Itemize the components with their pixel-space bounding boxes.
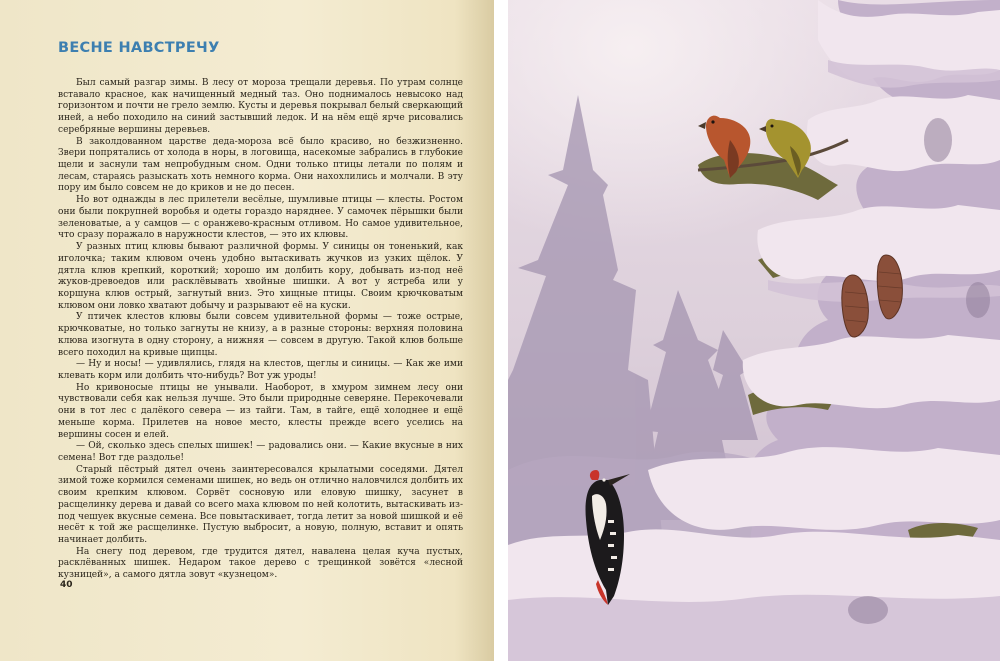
page-heading: ВЕСНЕ НАВСТРЕЧУ bbox=[58, 40, 220, 56]
paragraph-7: Но кривоносые птицы не унывали. Наоборот, в хмуром зимнем лесу они чувствовали себя как нельзя лучше. Это были природные северяне. Перекочевали они в тот лес с далёкого севера — из тайги. Там, в тайге, ещё холоднее и ещё меньше корма. Прилетев на новое место, клесты прежде всего уселись на вершины сосен и елей. bbox=[58, 382, 463, 440]
winter-forest-illustration bbox=[508, 0, 1000, 661]
paragraph-4: У разных птиц клювы бывают различной формы. У синицы он тоненький, как иголочка; таким клювом очень удобно вытаскивать жучков из узких щёлок. У дятла клюв крепкий, короткий; хорошо им долбить кору, добывать из-под неё жуков-древоедов или расклёвывать хвойные шишки. А вот у ястреба или у коршуна клюв острый, загнутый вниз. Это хищные птицы. Своим крючковатым клювом они ловко хватают добычу и разрывают её на куски. bbox=[58, 242, 463, 311]
paragraph-2: В заколдованном царстве деда-мороза всё было красиво, но безжизненно. Звери попрятались от холода в норы, в логовища, насекомые забрались в глубокие щели и заснули там непробудным сном. Одни только птицы летали по полям и лесам, стараясь разыскать хоть немного корма. Они нахохлились и молчали. В эту пору им было совсем не до криков и не до песен. bbox=[58, 136, 463, 194]
paragraph-5: У птичек клестов клювы были совсем удивительной формы — тоже острые, крючковатые, но только загнуты не книзу, а в разные стороны: верхняя половина клюва изогнута в одну сторону, а нижняя — совсем в другую. Такой клюв больше всего походил на кривые щипцы. bbox=[58, 312, 463, 358]
paragraph-6: — Ну и носы! — удивлялись, глядя на клестов, щеглы и синицы. — Как же ими клевать корм или долбить что-нибудь? Вот уж уроды! bbox=[58, 359, 463, 381]
paragraph-8: — Ой, сколько здесь спелых шишек! — радовались они. — Какие вкусные в них семена! Вот где раздолье! bbox=[58, 441, 463, 463]
paragraph-10: На снегу под деревом, где трудится дятел, навалена целая куча пустых, расклёванных шишек. Недаром такое дерево с трещинкой зовётся «лесной кузницей», а самого дятла зовут «кузнецом». bbox=[58, 546, 463, 581]
body-text bbox=[58, 78, 463, 582]
paragraph-1: Был самый разгар зимы. В лесу от мороза трещали деревья. По утрам солнце вставало красное, как начищенный медный таз. Оно поднималось невысоко над горизонтом и почти не грело землю. Кусты и деревья покрывал белый сверкающий иней, а небо походило на синий застывший ледок. И на нём ещё ярче рисовались серебряные вершины деревьев. bbox=[58, 78, 463, 135]
page-gutter bbox=[494, 0, 508, 661]
left-page bbox=[0, 0, 494, 661]
page-number: 40 bbox=[60, 580, 73, 590]
paragraph-3: Но вот однажды в лес прилетели весёлые, шумливые птицы — клесты. Ростом они были покрупней воробья и одеты гораздо наряднее. У самочек пёрышки были зеленоватые, а у самцов — с оранжево-красным отливом. Но самое удивительное, что сразу поражало в наружности клестов, — это их клювы. bbox=[58, 195, 463, 241]
paragraph-9: Старый пёстрый дятел очень заинтересовался крылатыми соседями. Дятел зимой тоже кормился семенами шишек, но ведь он отлично наловчился долбить их своим крепким клювом. Сорвёт сосновую или еловую шишку, засунет в расщелинку дерева и давай со всего маха клювом по ней колотить, вытаскивать из-под чешуек вкусные семена. Все повытаскивает, тогда летит за новой шишкой и её несёт к той же расщелинке. Пустую выбросит, а новую, полную, вставит и опять начинает долбить. bbox=[58, 464, 463, 546]
illustration-page bbox=[508, 0, 1000, 661]
